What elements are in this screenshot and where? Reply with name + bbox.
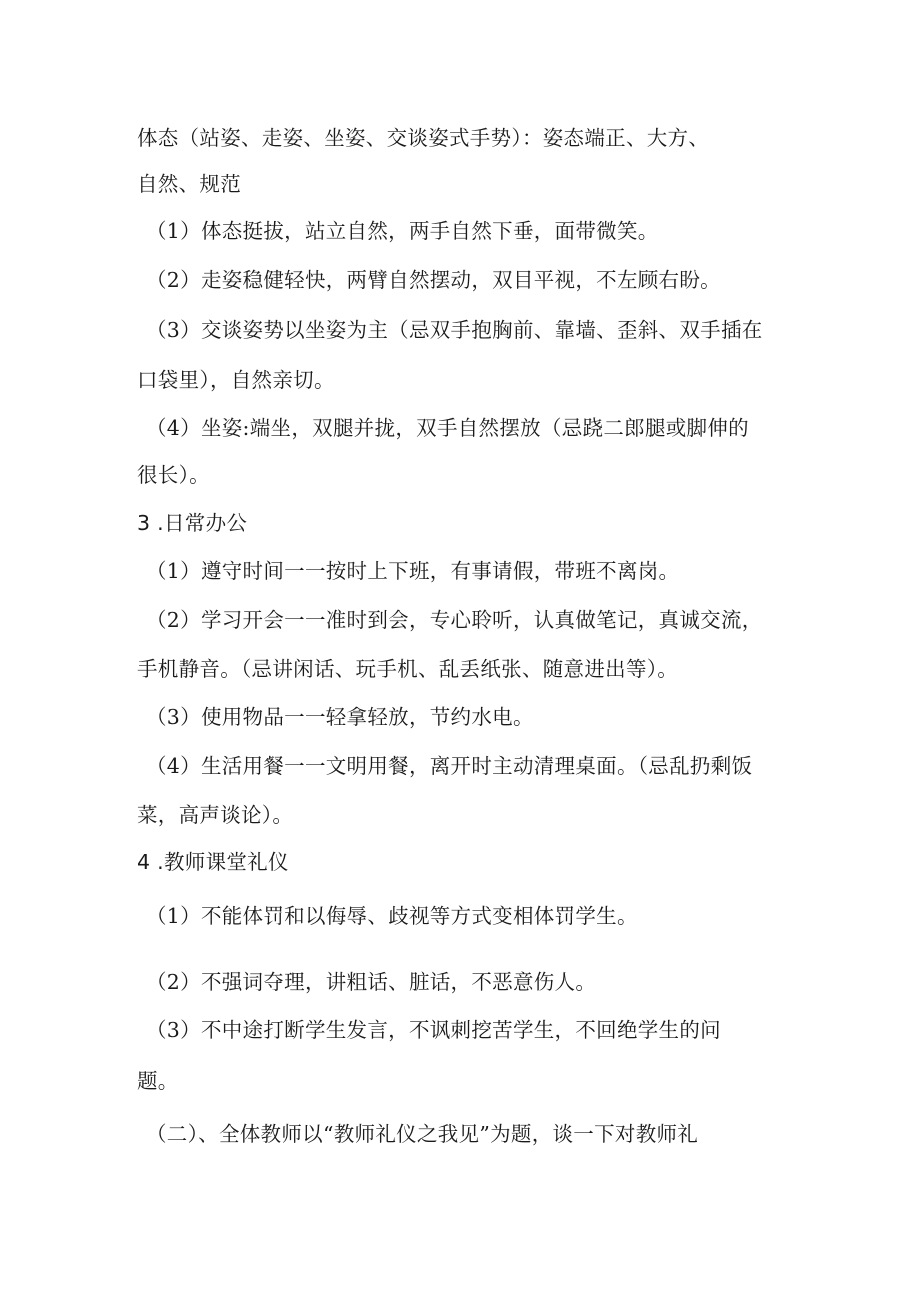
text-line: 体态（站姿、走姿、坐姿、交谈姿式手势）：姿态端正、大方、 (137, 126, 710, 150)
text-line: （二）、全体教师以“教师礼仪之我见”为题，谈一下对教师礼 (146, 1122, 699, 1146)
text-line: 很长）。 (137, 463, 210, 487)
section-heading: 3 .日常办公 (137, 511, 248, 535)
text-line: （3）不中途打断学生发言，不讽刺挖苦学生，不回绝学生的问 (146, 1018, 721, 1042)
text-line: （2）走姿稳健轻快，两臂自然摆动，双目平视，不左顾右盼。 (146, 268, 721, 292)
text-line: （3）使用物品一一轻拿轻放，节约水电。 (146, 705, 534, 729)
text-line: 口袋里），自然亲切。 (137, 368, 335, 392)
text-line: （1）体态挺拔，站立自然，两手自然下垂，面带微笑。 (146, 219, 659, 243)
section-heading: 4 .教师课堂礼仪 (137, 850, 289, 874)
text-line: 菜，高声谈论）。 (137, 803, 294, 827)
text-line: （1）不能体罚和以侮辱、歧视等方式变相体罚学生。 (146, 904, 638, 928)
text-line: （3）交谈姿势以坐姿为主（忌双手抱胸前、靠墙、歪斜、双手插在 (146, 318, 763, 342)
text-line: 自然、规范 (137, 172, 241, 196)
text-line: （2）不强词夺理，讲粗话、脏话，不恶意伤人。 (146, 970, 597, 994)
text-line: （1）遵守时间一一按时上下班，有事请假，带班不离岗。 (146, 559, 680, 583)
text-line: （4）坐姿:端坐，双腿并拢，双手自然摆放（忌跷二郎腿或脚伸的 (146, 416, 749, 440)
text-line: 手机静音。（忌讲闲话、玩手机、乱丢纸张、随意进出等）。 (137, 657, 679, 681)
text-line: （4）生活用餐一一文明用餐，离开时主动清理桌面。（忌乱扔剩饭 (146, 754, 753, 778)
text-line: （2）学习开会一一准时到会，专心聆听，认真做笔记，真诚交流， (146, 608, 763, 632)
text-line: 题。 (137, 1069, 179, 1093)
